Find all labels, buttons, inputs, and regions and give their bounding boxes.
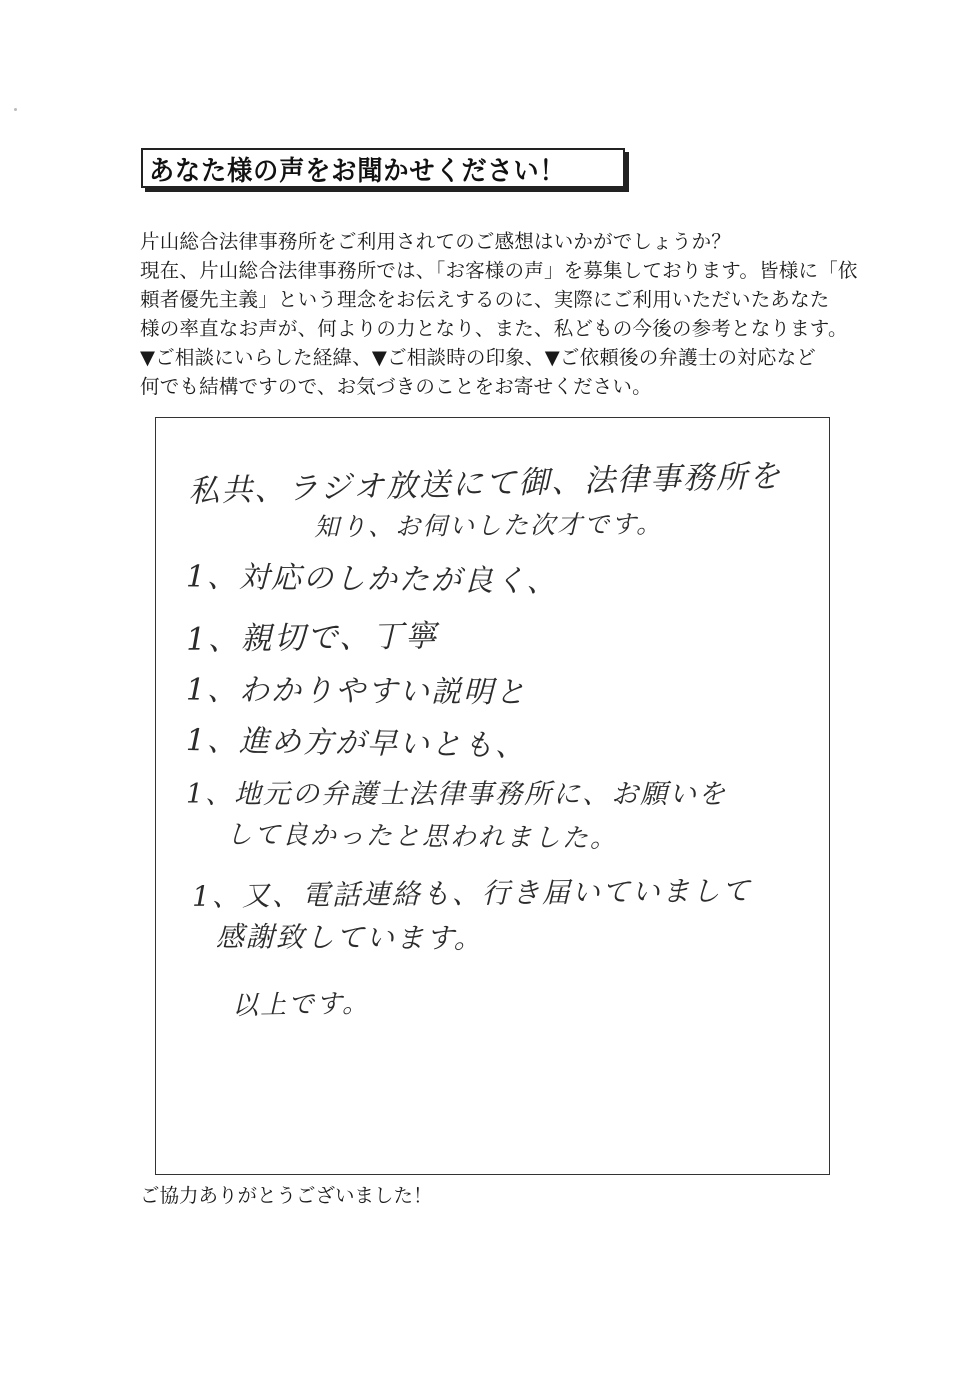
handwritten-line: 知り、お伺いした次才です。	[313, 509, 664, 542]
handwritten-line: 1、対応のしかたが良く、	[185, 559, 559, 600]
scan-speck	[14, 108, 17, 111]
handwritten-line: 以上です。	[231, 988, 371, 1022]
intro-line: 現在、片山総合法律事務所では、「お客様の声」を募集しております。皆様に「依	[140, 259, 858, 282]
handwritten-line: 1、わかりやすい説明と	[185, 672, 528, 711]
handwritten-line: 私共、ラジオ放送にて御、法律事務所を	[187, 458, 783, 510]
handwritten-line: 1、又、電話連絡も、行き届いていまして	[191, 874, 753, 913]
intro-line: ▼ご相談にいらした経緯、▼ご相談時の印象、▼ご依頼後の弁護士の対応など	[140, 346, 816, 369]
handwritten-line: 1、進め方が早いとも、	[185, 723, 528, 764]
handwritten-line: 1、地元の弁護士法律事務所に、お願いを	[186, 779, 728, 810]
intro-line: 何でも結構ですので、お気づきのことをお寄せください。	[140, 375, 652, 398]
intro-line: 様の率直なお声が、何よりの力となり、また、私どもの今後の参考となります。	[140, 317, 848, 340]
intro-paragraph	[140, 227, 858, 401]
intro-line: 頼者優先主義」という理念をお伝えするのに、実際にご利用いただいたあなた	[140, 288, 830, 311]
closing-thanks: ご協力ありがとうございました！	[140, 1184, 433, 1207]
handwritten-line: して良かったと思われました。	[225, 819, 619, 855]
handwritten-line: 1、親切で、丁寧	[185, 618, 439, 658]
page-title: あなた様の声をお聞かせください！	[149, 155, 566, 187]
handwritten-message-box	[155, 417, 830, 1175]
intro-line: 片山総合法律事務所をご利用されてのご感想はいかがでしょうか？	[140, 230, 732, 253]
handwritten-line: 感謝致しています。	[215, 920, 484, 955]
handwritten-message	[156, 418, 829, 1174]
title-box	[141, 148, 625, 188]
